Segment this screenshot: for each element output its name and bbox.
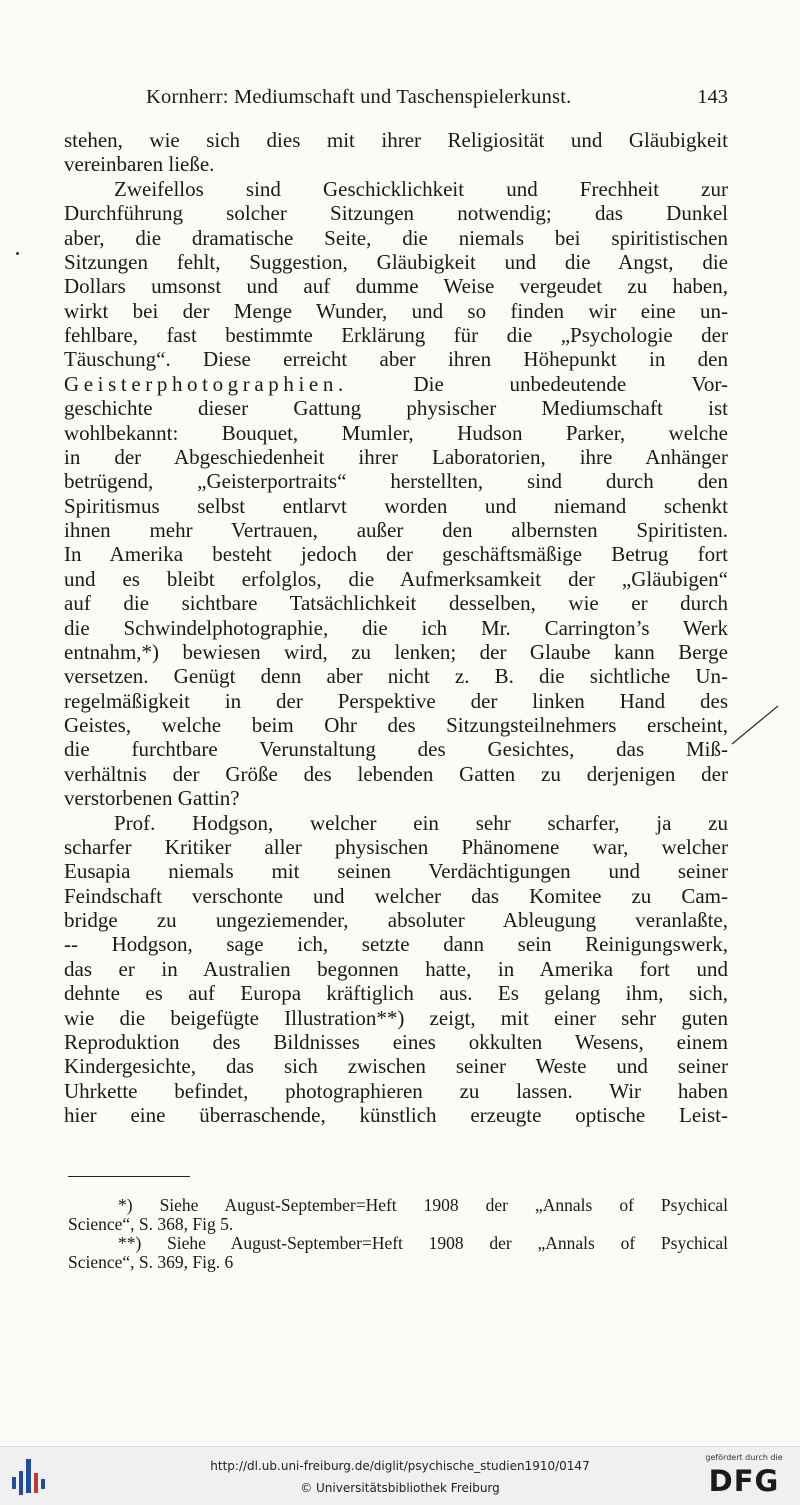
text-line: -- Hodgson, sage ich, setzte dann sein Reinigungswerk,: [64, 932, 728, 957]
running-head: [146, 86, 728, 112]
text-line: Durchführung solcher Sitzungen notwendig; das Dunkel: [64, 201, 728, 226]
text-line: Reproduktion des Bildnisses eines okkulten Wesens, einem: [64, 1029, 728, 1054]
text-line-rest: Die unbedeutende Vor-: [347, 371, 728, 396]
margin-pencil-stroke: [726, 700, 782, 750]
text-line: das er in Australien begonnen hatte, in Amerika fort und: [64, 956, 728, 981]
document-url[interactable]: http://dl.ub.uni-freiburg.de/diglit/psychische_studien1910/0147: [210, 1459, 590, 1473]
spaced-emphasis-word: Geisterphotographien.: [64, 371, 348, 396]
text-line: betrügend, „Geisterportraits“ herstellten, sind durch den: [64, 469, 728, 494]
text-line: in der Abgeschiedenheit ihrer Laboratorien, ihre Anhänger: [64, 444, 728, 469]
text-line: verhältnis der Größe des lebenden Gatten zu derjenigen der: [64, 761, 728, 786]
text-line: bridge zu ungeziemender, absoluter Ableugung veranlaßte,: [64, 908, 728, 932]
text-line: hier eine überraschende, künstlich erzeugte optische Leist-: [64, 1103, 728, 1127]
text-line: Uhrkette befindet, photographieren zu lassen. Wir haben: [64, 1078, 728, 1103]
text-line: wirkt bei der Menge Wunder, und so finden wir eine un-: [64, 298, 728, 323]
footnote-rule: [68, 1176, 190, 1177]
text-line: Eusapia niemals mit seinen Verdächtigungen und seiner: [64, 859, 728, 884]
footnote-line: *) Siehe August-September=Heft 1908 der „Annals of Psychical: [118, 1195, 728, 1215]
dfg-sponsor-block: [694, 1453, 794, 1501]
running-title: Kornherr: Mediumschaft und Taschenspielerkunst.: [146, 86, 572, 108]
text-line: die Schwindelphotographie, die ich Mr. Carrington’s Werk: [64, 615, 728, 640]
text-line: Feindschaft verschonte und welcher das Komitee zu Cam-: [64, 883, 728, 908]
sponsor-text: gefördert durch die: [705, 1453, 783, 1462]
text-line: und es bleibt erfolglos, die Aufmerksamkeit der „Gläubigen“: [64, 566, 728, 591]
footnote-line: **) Siehe August-September=Heft 1908 der „Annals of Psychical: [118, 1233, 728, 1253]
footnote-line: Science“, S. 369, Fig. 6: [68, 1252, 234, 1272]
text-line: stehen, wie sich dies mit ihrer Religiosität und Gläubigkeit: [64, 128, 728, 152]
text-line: Geistes, welche beim Ohr des Sitzungsteilnehmers erscheint,: [64, 713, 728, 737]
text-line: aber, die dramatische Seite, die niemals bei spiritistischen: [64, 225, 728, 250]
text-line: verstorbenen Gattin?: [64, 786, 240, 811]
text-line: wie die beigefügte Illustration**) zeigt, mit einer sehr guten: [64, 1005, 728, 1030]
body-text: [64, 128, 728, 1127]
text-line: versetzen. Genügt denn aber nicht z. B. die sichtliche Un-: [64, 664, 728, 689]
text-line: Zweifellos sind Geschicklichkeit und Frechheit zur: [114, 176, 728, 201]
text-line: ihnen mehr Vertrauen, außer den albernsten Spiritisten.: [64, 518, 728, 542]
text-line: auf die sichtbare Tatsächlichkeit desselben, wie er durch: [64, 591, 728, 616]
text-line: [64, 372, 728, 396]
copyright-notice: © Universitätsbibliothek Freiburg: [300, 1481, 500, 1495]
text-line: Dollars umsonst und auf dumme Weise vergeudet zu haben,: [64, 274, 728, 299]
footnotes: [68, 1196, 728, 1272]
text-line: Sitzungen fehlt, Suggestion, Gläubigkeit und die Angst, die: [64, 249, 728, 274]
text-line: wohlbekannt: Bouquet, Mumler, Hudson Parker, welche: [64, 420, 728, 445]
text-line: entnahm,*) bewiesen wird, zu lenken; der Glaube kann Berge: [64, 639, 728, 664]
text-line: dehnte es auf Europa kräftiglich aus. Es gelang ihm, sich,: [64, 981, 728, 1006]
text-line: Prof. Hodgson, welcher ein sehr scharfer, ja zu: [114, 810, 728, 835]
text-line: In Amerika besteht jedoch der geschäftsmäßige Betrug fort: [64, 542, 728, 567]
text-line: Täuschung“. Diese erreicht aber ihren Höhepunkt in den: [64, 347, 728, 372]
viewer-footer-bar: [0, 1446, 800, 1505]
text-line: Spiritismus selbst entlarvt worden und niemand schenkt: [64, 493, 728, 518]
text-line: regelmäßigkeit in der Perspektive der linken Hand des: [64, 688, 728, 713]
dfg-logo: DFG: [708, 1464, 780, 1498]
footnote-line: Science“, S. 368, Fig 5.: [68, 1214, 234, 1234]
text-line: geschichte dieser Gattung physischer Mediumschaft ist: [64, 396, 728, 421]
text-line: fehlbare, fast bestimmte Erklärung für die „Psychologie der: [64, 323, 728, 347]
text-line: die furchtbare Verunstaltung des Gesichtes, das Miß-: [64, 737, 728, 762]
text-line: Kindergesichte, das sich zwischen seiner Weste und seiner: [64, 1054, 728, 1079]
text-line: scharfer Kritiker aller physischen Phänomene war, welcher: [64, 834, 728, 859]
text-line: vereinbaren ließe.: [64, 152, 215, 177]
margin-dot-mark: [16, 252, 19, 255]
page-number: 143: [697, 86, 728, 108]
